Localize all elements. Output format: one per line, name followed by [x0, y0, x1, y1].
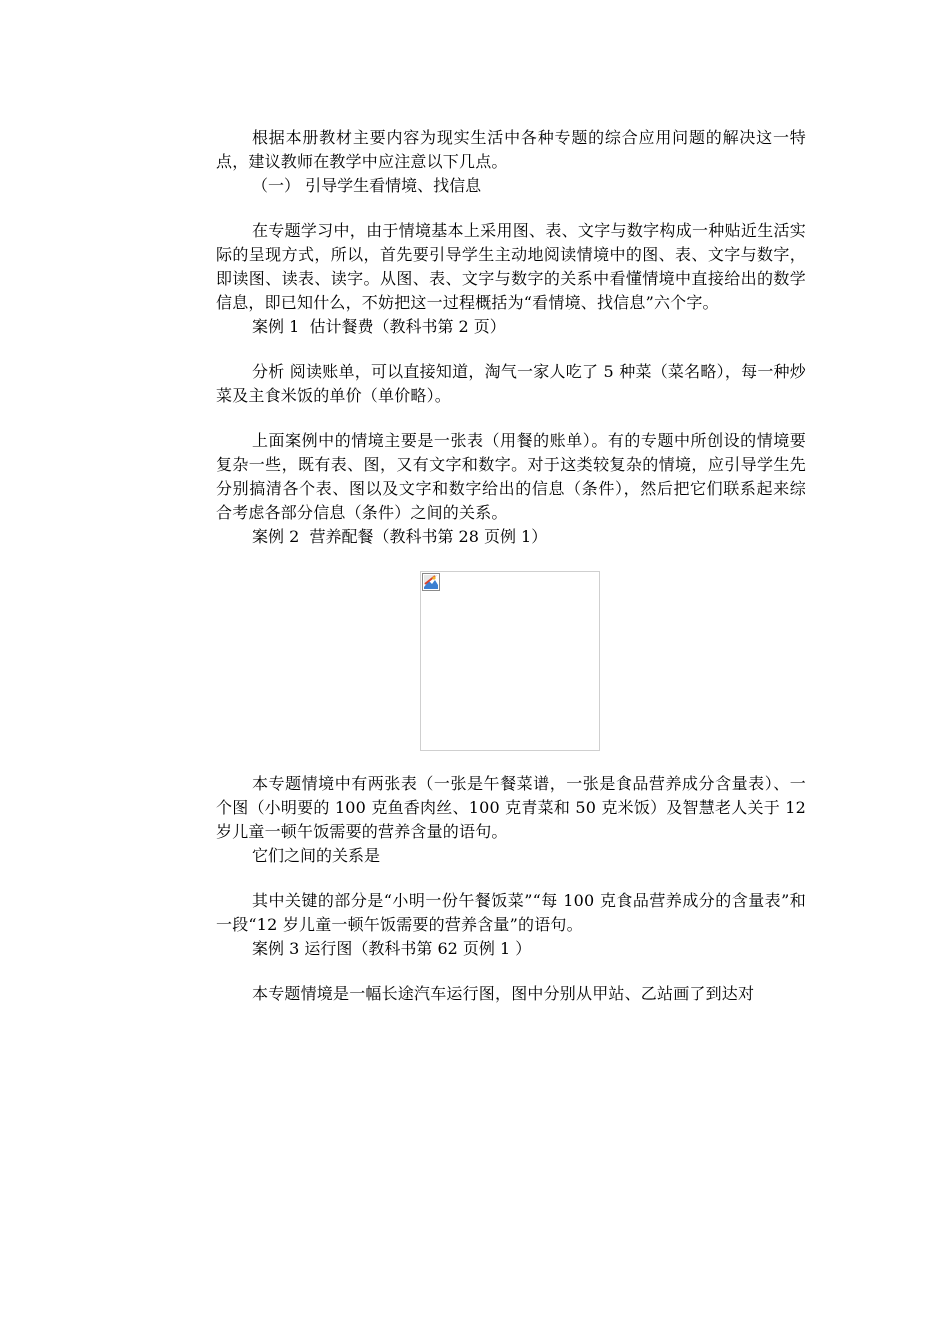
situation-paragraph: 在专题学习中，由于情境基本上采用图、表、文字与数字构成一种贴近生活实际的呈现方式，所以，首先要引导学生主动地阅读情境中的图、表、文字与数字，即读图、读表、读字。从图、表、文字与数字的关系中看懂情境中直接给出的数学信息，即已知什么，不妨把这一过程概括为“看情境、找信息”六个字。 [216, 221, 806, 312]
case1-title: 案例 1 估计餐费（教科书第 2 页） [252, 317, 506, 336]
case3-description: 本专题情境是一幅长途汽车运行图，图中分别从甲站、乙站画了到达对 [252, 984, 755, 1003]
document-page [216, 126, 806, 1006]
case3-title: 案例 3 运行图（教科书第 62 页例 1 ） [252, 939, 532, 958]
case2-title: 案例 2 营养配餐（教科书第 28 页例 1） [252, 527, 548, 546]
broken-image-icon [422, 573, 440, 591]
case2-description: 本专题情境中有两张表（一张是午餐菜谱，一张是食品营养成分含量表）、一个图（小明要的 100 克鱼香肉丝、100 克青菜和 50 克米饭）及智慧老人关于 12 岁儿童一顿午饭需要的营养含量的语句。 [216, 774, 806, 841]
missing-image-frame [420, 571, 600, 751]
relation-line: 它们之间的关系是 [252, 846, 381, 865]
key-part-paragraph: 其中关键的部分是“小明一份午餐饭菜”“每 100 克食品营养成分的含量表”和一段“12 岁儿童一顿午饭需要的营养含量”的语句。 [216, 891, 806, 934]
section-heading: （一） 引导学生看情境、找信息 [252, 176, 482, 195]
intro-paragraph: 根据本册教材主要内容为现实生活中各种专题的综合应用问题的解决这一特点，建议教师在教学中应注意以下几点。 [216, 128, 806, 171]
case1-analysis: 分析 阅读账单，可以直接知道，淘气一家人吃了 5 种菜（菜名略），每一种炒菜及主食米饭的单价（单价略）。 [216, 362, 806, 405]
complex-situation-paragraph: 上面案例中的情境主要是一张表（用餐的账单）。有的专题中所创设的情境要复杂一些，既有表、图，又有文字和数字。对于这类较复杂的情境，应引导学生先分别搞清各个表、图以及文字和数字给出的信息（条件），然后把它们联系起来综合考虑各部分信息（条件）之间的关系。 [216, 431, 806, 522]
